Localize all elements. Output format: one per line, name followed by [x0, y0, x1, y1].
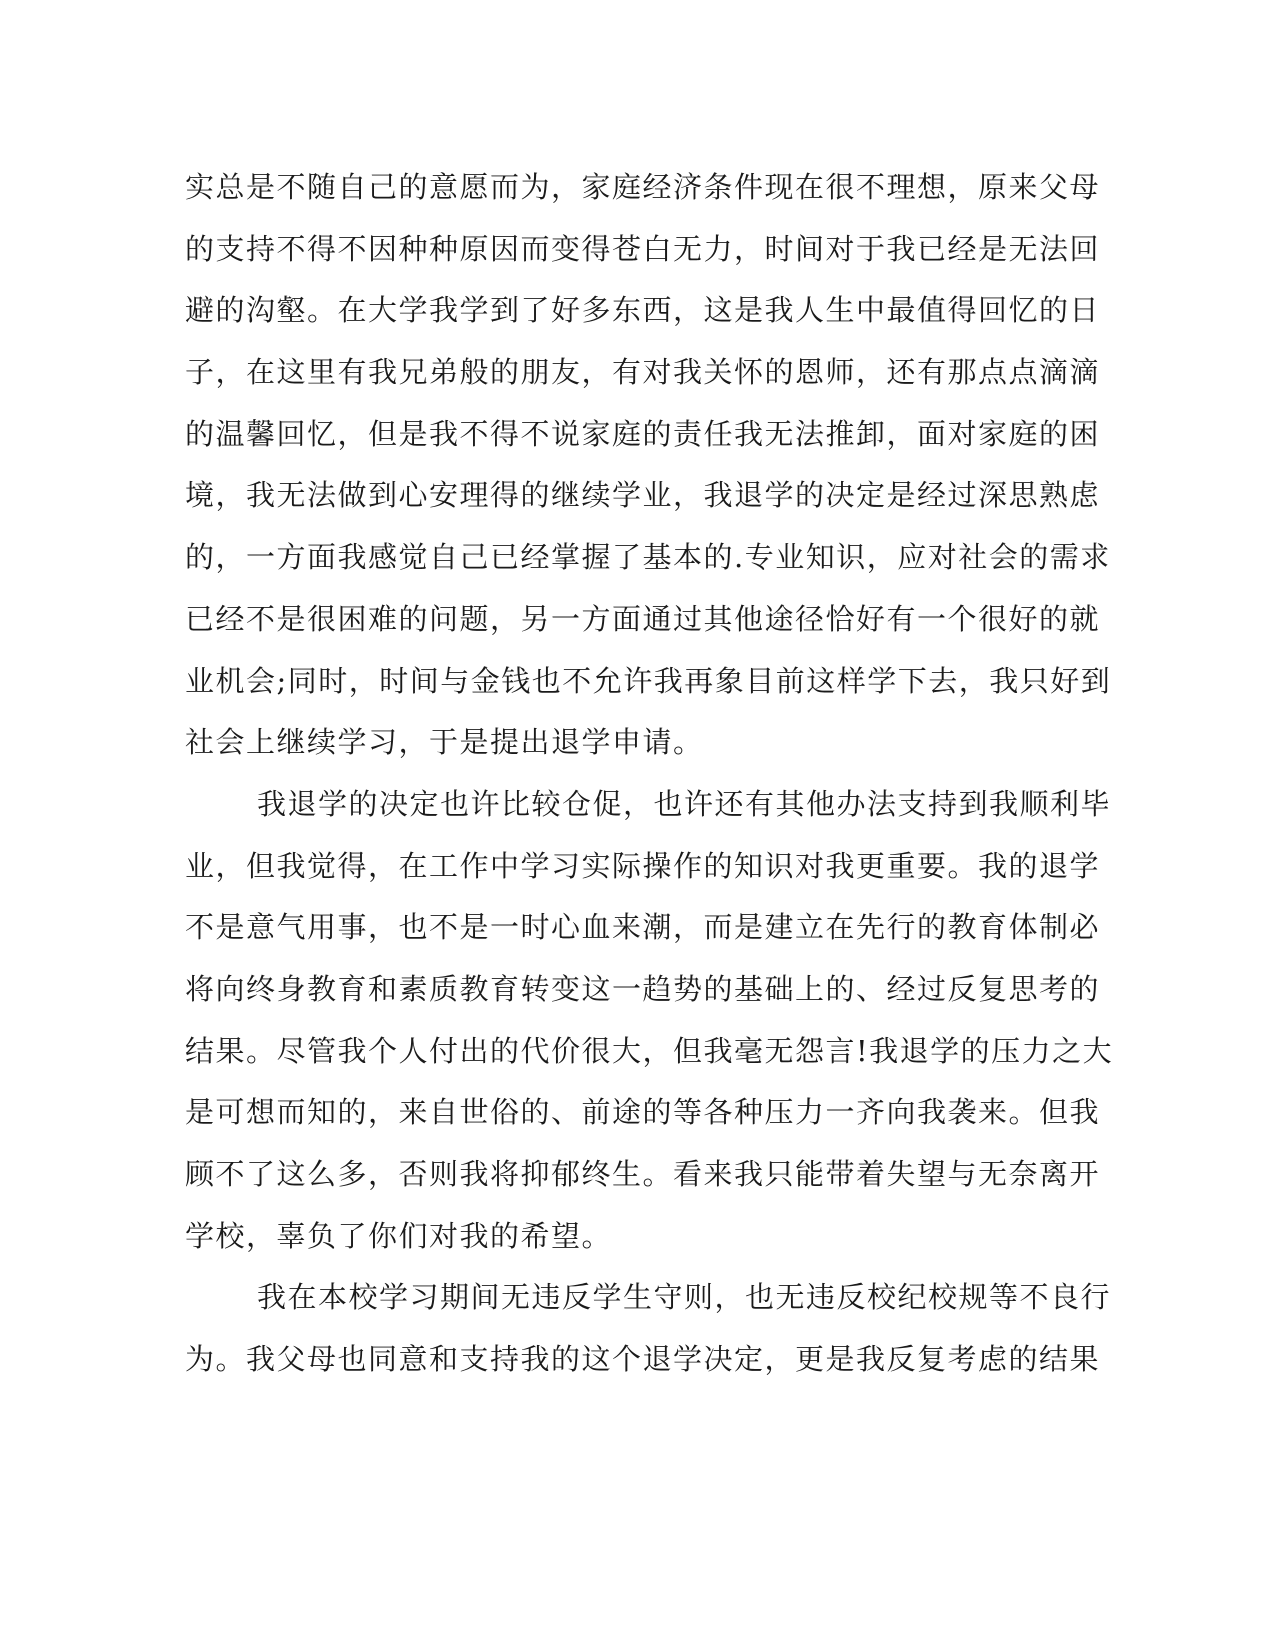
text-line: 的温馨回忆，但是我不得不说家庭的责任我无法推卸，面对家庭的困 — [185, 416, 1101, 451]
text-line: 业机会;同时，时间与金钱也不允许我再象目前这样学下去，我只好到 — [185, 663, 1112, 698]
text-line: 是可想而知的，来自世俗的、前途的等各种压力一齐向我袭来。但我 — [185, 1095, 1101, 1130]
document-body — [185, 157, 1114, 1391]
text-line: 已经不是很困难的问题，另一方面通过其他途径恰好有一个很好的就 — [185, 601, 1101, 636]
text-line: 为。我父母也同意和支持我的这个退学决定，更是我反复考虑的结果 — [185, 1342, 1101, 1377]
text-line: 避的沟壑。在大学我学到了好多东西，这是我人生中最值得回忆的日 — [185, 293, 1101, 328]
text-line: 子，在这里有我兄弟般的朋友，有对我关怀的恩师，还有那点点滴滴 — [185, 355, 1101, 390]
text-line: 社会上继续学习，于是提出退学申请。 — [185, 725, 704, 760]
paragraph-3 — [185, 1267, 1112, 1390]
text-line: 业，但我觉得，在工作中学习实际操作的知识对我更重要。我的退学 — [185, 848, 1101, 883]
text-line: 将向终身教育和素质教育转变这一趋势的基础上的、经过反复思考的 — [185, 971, 1101, 1006]
paragraph-2 — [185, 774, 1114, 1268]
paragraph-1 — [185, 157, 1112, 774]
text-line: 学校，辜负了你们对我的希望。 — [185, 1218, 613, 1253]
text-line: 境，我无法做到心安理得的继续学业，我退学的决定是经过深思熟虑 — [185, 478, 1101, 513]
text-line: 结果。尽管我个人付出的代价很大，但我毫无怨言!我退学的压力之大 — [185, 1033, 1114, 1068]
text-line: 顾不了这么多，否则我将抑郁终生。看来我只能带着失望与无奈离开 — [185, 1157, 1101, 1191]
text-line: 实总是不随自己的意愿而为，家庭经济条件现在很不理想，原来父母 — [185, 170, 1101, 204]
text-line: 的，一方面我感觉自己已经掌握了基本的.专业知识，应对社会的需求 — [185, 540, 1111, 575]
text-line: 不是意气用事，也不是一时心血来潮，而是建立在先行的教育体制必 — [185, 910, 1101, 945]
text-line: 我退学的决定也许比较仓促，也许还有其他办法支持到我顺利毕 — [257, 786, 1112, 821]
text-line: 我在本校学习期间无违反学生守则，也无违反校纪校规等不良行 — [257, 1280, 1112, 1315]
text-line: 的支持不得不因种种原因而变得苍白无力，时间对于我已经是无法回 — [185, 231, 1101, 266]
